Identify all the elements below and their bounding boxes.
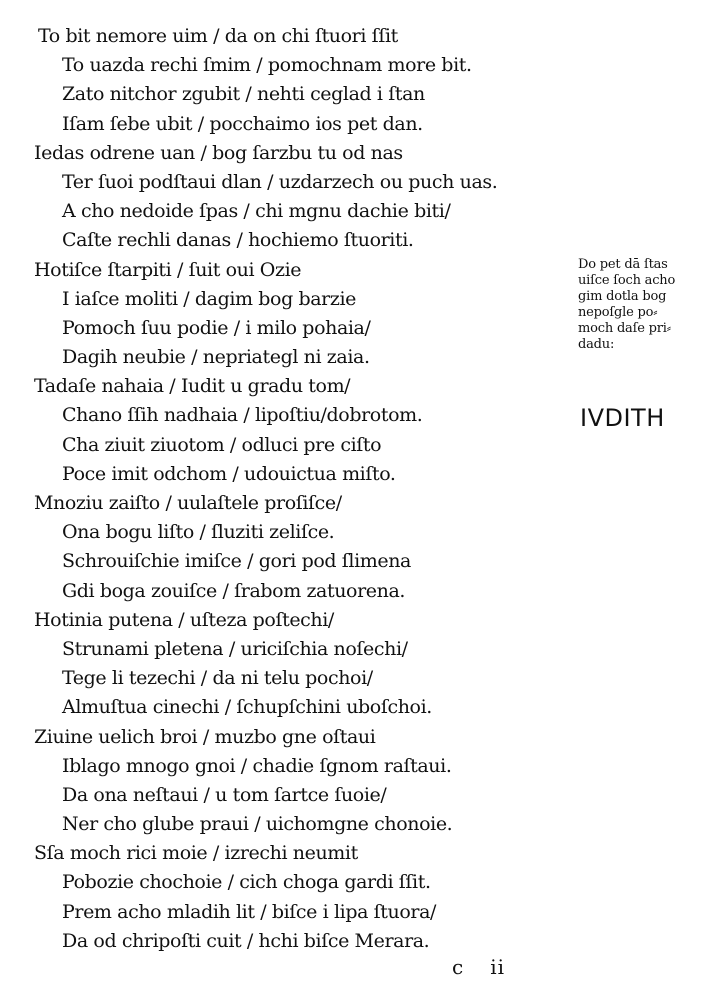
margin-note-line: Do pet dā ſtas: [578, 257, 668, 272]
poem-line: Pobozie chochoie / cich choga gardi ſſit.: [62, 871, 431, 894]
poem-line: Caſte rechli danas / hochiemo ſtuoriti.: [62, 229, 414, 252]
poem-line: Strunami pletena / uriciſchia noſechi/: [62, 637, 408, 660]
poem-line: Poce imit odchom / udouictua miſto.: [62, 462, 396, 485]
poem-line: Ner cho glube praui / uichomgne chonoie.: [62, 813, 453, 836]
signature-mark: [452, 955, 505, 979]
poem-text: [34, 22, 564, 956]
poem-line: Gdi boga zouiſce / ſrabom zatuorena.: [62, 579, 406, 602]
poem-line: To bit nemore uim / da on chi ſtuori ſſit: [38, 25, 398, 47]
poem-line: Tege li tezechi / da ni telu pochoi/: [62, 667, 373, 690]
poem-line: Tadaſe nahaia / Iudit u gradu tom/: [34, 375, 351, 398]
poem-line: Ona bogu liſto / ſluziti zeliſce.: [62, 521, 335, 544]
poem-line: Hotinia putena / uſteza poſtechi/: [34, 608, 334, 631]
margin-title: IVDITH: [580, 404, 665, 432]
margin-note-line: nepoſgle po⸗: [578, 305, 658, 320]
margin-note-line: moch daſe pri⸗: [578, 321, 671, 336]
margin-note: [578, 257, 708, 353]
margin-note-line: uiſce ſoch acho: [578, 273, 676, 288]
signature-numeral: ii: [490, 955, 505, 979]
poem-line: Mnoziu zaiſto / uulaſtele proſiſce/: [34, 492, 342, 514]
poem-line: Cha ziuit ziuotom / odluci pre ciſto: [62, 433, 382, 456]
poem-line: Sſa moch rici moie / izrechi neumit: [34, 842, 358, 865]
poem-line: Chano ſſih nadhaia / lipoſtiu/dobrotom.: [62, 404, 423, 427]
poem-line: Da od chripoſti cuit / hchi biſce Merara.: [62, 929, 430, 952]
margin-note-line: dadu:: [578, 337, 615, 352]
poem-line: Zato nitchor zgubit / nehti ceglad i ſtan: [62, 83, 425, 106]
poem-line: Almuſtua cinechi / ſchupſchini uboſchoi.: [62, 696, 432, 719]
poem-line: Dagih neubie / nepriategl ni zaia.: [62, 346, 370, 369]
signature-letter: c: [452, 955, 465, 979]
poem-line: Ziuine uelich broi / muzbo gne oſtaui: [34, 725, 376, 748]
poem-line: Iſam ſebe ubit / pocchaimo ios pet dan.: [62, 112, 423, 135]
poem-line: Ter ſuoi podſtaui dlan / uzdarzech ou puch uas.: [62, 170, 498, 193]
margin-note-line: gim dotla bog: [578, 289, 667, 304]
poem-line: I iaſce moliti / dagim bog barzie: [62, 287, 357, 310]
poem-line: To uazda rechi ſmim / pomochnam more bit.: [62, 54, 472, 77]
poem-line: Hotiſce ſtarpiti / ſuit oui Ozie: [34, 258, 302, 281]
poem-line: Da ona neſtaui / u tom ſartce ſuoie/: [62, 783, 387, 806]
poem-line: Iedas odrene uan / bog ſarzbu tu od nas: [34, 141, 403, 164]
poem-line: Pomoch ſuu podie / i milo pohaia/: [62, 316, 371, 339]
poem-line: Iblago mnogo gnoi / chadie ſgnom raſtaui.: [62, 754, 452, 777]
poem-line: Prem acho mladih lit / biſce i lipa ſtuora/: [62, 900, 437, 923]
poem-line: A cho nedoide ſpas / chi mgnu dachie biti/: [62, 200, 451, 223]
poem-line: Schrouiſchie imiſce / gori pod ſlimena: [62, 550, 411, 573]
